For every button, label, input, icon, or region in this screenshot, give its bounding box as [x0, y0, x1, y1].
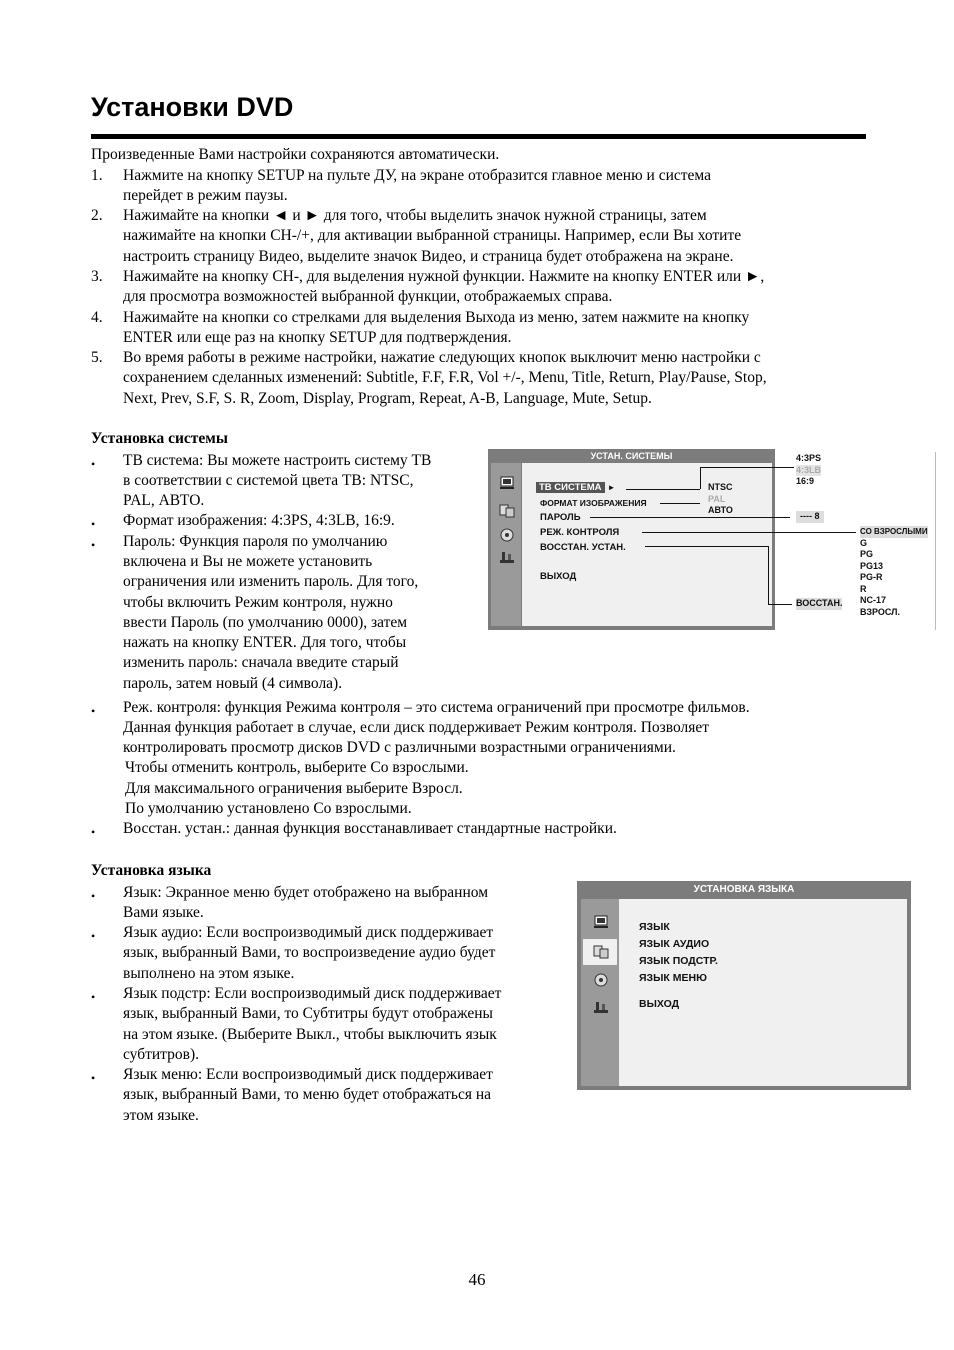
text-line: Данная функция работает в случае, если диск поддерживает Режим контроля. Позволяет	[123, 718, 710, 736]
connector-line	[768, 546, 769, 604]
text-line: ограничения или изменить пароль. Для того,	[123, 573, 419, 591]
language-bullets	[91, 883, 561, 1127]
rating-option-pgr[interactable]: PG-R	[860, 572, 883, 582]
bullet-item	[91, 698, 881, 820]
text-line: Для максимального ограничения выберите Взросл.	[125, 779, 463, 797]
text-line: ENTER или еще раз на кнопку SETUP для подтверждения.	[123, 328, 512, 346]
connector-line	[660, 503, 700, 504]
tv-option-pal[interactable]: PAL	[708, 493, 726, 504]
language-icon	[498, 503, 516, 519]
step-item	[91, 206, 881, 267]
text-line: Восстан. устан.: данная функция восстанавливает стандартные настройки.	[123, 820, 617, 838]
bullet-marker: •	[91, 456, 96, 471]
steps-list	[91, 166, 881, 410]
rating-option-pg13[interactable]: PG13	[860, 560, 884, 571]
bullet-item	[91, 923, 561, 984]
text-line: пароль, затем новый (4 символа).	[123, 674, 343, 692]
text-line: Язык аудио: Если воспроизводимый диск поддерживает	[123, 924, 494, 942]
connector-line	[700, 467, 794, 468]
osd-item-password[interactable]: ПАРОЛЬ	[540, 512, 581, 523]
bullet-marker: •	[91, 1071, 96, 1086]
text-line: выполнено на этом языке.	[123, 964, 295, 982]
system-bullets-2	[91, 698, 881, 840]
restore-option[interactable]: ВОССТАН.	[796, 598, 843, 608]
osd-item-tv-system[interactable]: ТВ СИСТЕМА ►	[536, 482, 615, 493]
text-line: включена и Вы не можете установить	[123, 552, 373, 570]
text-line: Нажимайте на кнопки ◄ и ► для того, чтобы выделить значок нужной страницы, затем	[123, 207, 707, 225]
text-line: контролировать просмотр дисков DVD с различными возрастными ограничениями.	[123, 739, 676, 757]
bullet-item	[91, 451, 491, 512]
bullet-marker: •	[91, 888, 96, 903]
bullet-item	[91, 511, 491, 531]
text-line: Реж. контроля: функция Режима контроля – это система ограничений при просмотре фильмов.	[123, 698, 750, 716]
format-option-169[interactable]: 16:9	[796, 476, 815, 486]
step-number: 3.	[91, 267, 103, 285]
bullet-marker: •	[91, 537, 96, 552]
bullet-item	[91, 1065, 561, 1126]
text-line: изменить пароль: сначала введите старый	[123, 654, 399, 672]
osd-item-format[interactable]: ФОРМАТ ИЗОБРАЖЕНИЯ	[540, 498, 647, 508]
rating-option-adult[interactable]: ВЗРОСЛ.	[860, 606, 900, 617]
connector-line	[590, 517, 790, 518]
step-number: 4.	[91, 308, 103, 326]
step-item	[91, 267, 881, 308]
text-line: язык, выбранный Вами, то Субтитры будут отображены	[123, 1005, 493, 1023]
text-line: Язык подстр: Если воспроизводимый диск поддерживает	[123, 984, 502, 1002]
tv-option-ntsc[interactable]: NTSC	[708, 482, 733, 492]
text-line: Во время работы в режиме настройки, нажатие следующих кнопок выключит меню настройки с	[123, 349, 761, 367]
step-number: 5.	[91, 349, 103, 367]
text-line: язык, выбранный Вами, то меню будет отображаться на	[123, 1086, 492, 1104]
system-heading: Установка системы	[91, 430, 228, 447]
text-line: Чтобы отменить контроль, выберите Со взрослыми.	[125, 759, 469, 777]
bullet-item	[91, 883, 561, 924]
osd-item-audio-language[interactable]: ЯЗЫК АУДИО	[639, 938, 710, 950]
connector-line	[700, 467, 701, 489]
text-line: нажимайте на кнопки CH-/+, для активации выбранной страницы. Например, если Вы хотите	[123, 227, 742, 245]
osd-item-exit[interactable]: ВЫХОД	[639, 998, 680, 1010]
bullet-marker: •	[91, 929, 96, 944]
osd-item-restore[interactable]: ВОССТАН. УСТАН.	[540, 542, 626, 553]
osd-item-parental[interactable]: РЕЖ. КОНТРОЛЯ	[540, 527, 620, 538]
step-number: 2.	[91, 207, 103, 225]
bullet-marker: •	[91, 989, 96, 1004]
osd-title: УСТАН. СИСТЕМЫ	[590, 451, 673, 461]
tv-option-auto[interactable]: АВТО	[708, 505, 733, 515]
text-line: Язык: Экранное меню будет отображено на выбранном	[123, 883, 489, 901]
bullet-marker: •	[91, 517, 96, 532]
text-line: настроить страницу Видео, выделите значок Видео, и страница будет отображена на экране.	[123, 247, 734, 265]
text-line: перейдет в режим паузы.	[123, 186, 288, 204]
text-line: на этом языке. (Выберите Выкл., чтобы выключить язык	[123, 1025, 497, 1043]
language-icon	[592, 944, 610, 960]
osd-item-exit[interactable]: ВЫХОД	[540, 571, 577, 582]
text-line: в соответствии с системой цвета ТВ: NTSC,	[123, 471, 414, 489]
arrow-right-icon: ►	[607, 483, 616, 492]
step-item	[91, 166, 881, 207]
text-line: субтитров).	[123, 1045, 199, 1063]
text-line: Пароль: Функция пароля по умолчанию	[123, 532, 388, 550]
text-line: сохранением сделанных изменений: Subtitle, F.F, F.R, Vol +/-, Menu, Title, Return, Play/Pause, Stop,	[123, 369, 767, 387]
system-bullets	[91, 451, 491, 695]
audio-icon	[498, 527, 516, 543]
rating-option-pg[interactable]: PG	[860, 549, 874, 559]
format-option-43ps[interactable]: 4:3PS	[796, 453, 822, 463]
monitor-icon	[498, 475, 516, 491]
connector-line	[645, 546, 769, 547]
rating-option-g[interactable]: G	[860, 537, 868, 548]
language-heading: Установка языка	[91, 862, 212, 879]
rating-option-nc17[interactable]: NC-17	[860, 595, 887, 605]
step-item	[91, 308, 881, 349]
connector-line	[642, 532, 856, 533]
text-line: Язык меню: Если воспроизводимый диск поддерживает	[123, 1066, 493, 1084]
text-line: Next, Prev, S.F, S. R, Zoom, Display, Program, Repeat, A-B, Language, Mute, Setup.	[123, 389, 652, 407]
bullet-item	[91, 984, 561, 1065]
bullet-marker: •	[91, 825, 96, 840]
text-line: чтобы включить Режим контроля, нужно	[123, 593, 393, 611]
page-number: 46	[468, 1270, 486, 1289]
text-line: Формат изображения: 4:3PS, 4:3LB, 16:9.	[123, 512, 395, 530]
text-line: для просмотра возможностей выбранной функции, отображаемых справа.	[123, 288, 613, 306]
text-line: этом языке.	[123, 1106, 199, 1124]
bullet-item	[91, 819, 881, 839]
bullet-marker: •	[91, 703, 96, 718]
text-line: нажать на кнопку ENTER. Для того, чтобы	[123, 634, 407, 652]
osd-item-language[interactable]: ЯЗЫК	[639, 921, 670, 933]
format-option-43lb[interactable]: 4:3LB	[796, 464, 822, 475]
preferences-icon	[498, 549, 516, 565]
monitor-icon	[592, 914, 610, 930]
connector-line	[626, 489, 700, 490]
osd-item-menu-language[interactable]: ЯЗЫК МЕНЮ	[639, 972, 707, 984]
osd-title: УСТАНОВКА ЯЗЫКА	[693, 884, 795, 895]
rating-option-r[interactable]: R	[860, 583, 867, 594]
text-line: Вами языке.	[123, 903, 204, 921]
text-line: PAL, АВТО.	[123, 492, 205, 510]
audio-icon	[592, 972, 610, 988]
text-line: ввести Пароль (по умолчанию 0000), затем	[123, 613, 408, 631]
password-field[interactable]: ---- 8	[796, 511, 824, 523]
preferences-icon	[592, 999, 610, 1015]
step-item	[91, 348, 881, 409]
text-line: Нажмите на кнопку SETUP на пульте ДУ, на экране отобразится главное меню и система	[123, 166, 712, 184]
connector-line	[768, 604, 792, 605]
bullet-item	[91, 532, 491, 694]
language-setup-screen	[577, 881, 911, 1090]
text-line: Нажимайте на кнопку CH-, для выделения нужной функции. Нажмите на кнопку ENTER или ►,	[123, 267, 765, 285]
intro-text: Произведенные Вами настройки сохраняются автоматически.	[91, 146, 500, 163]
text-line: язык, выбранный Вами, то воспроизведение аудио будет	[123, 944, 496, 962]
text-line: ТВ система: Вы можете настроить систему ТВ	[123, 451, 432, 469]
page-title: Установки DVD	[91, 92, 294, 122]
edge-line	[935, 452, 936, 630]
text-line: По умолчанию установлено Со взрослыми.	[125, 799, 412, 817]
text-line: Нажимайте на кнопки со стрелками для выделения Выхода из меню, затем нажмите на кнопку	[123, 308, 750, 326]
rating-option-adults[interactable]: СО ВЗРОСЛЫМИ	[860, 527, 928, 536]
system-setup-screen	[488, 449, 775, 630]
title-rule	[91, 134, 866, 139]
osd-item-subtitle-language[interactable]: ЯЗЫК ПОДСТР.	[639, 955, 718, 967]
step-number: 1.	[91, 166, 103, 184]
